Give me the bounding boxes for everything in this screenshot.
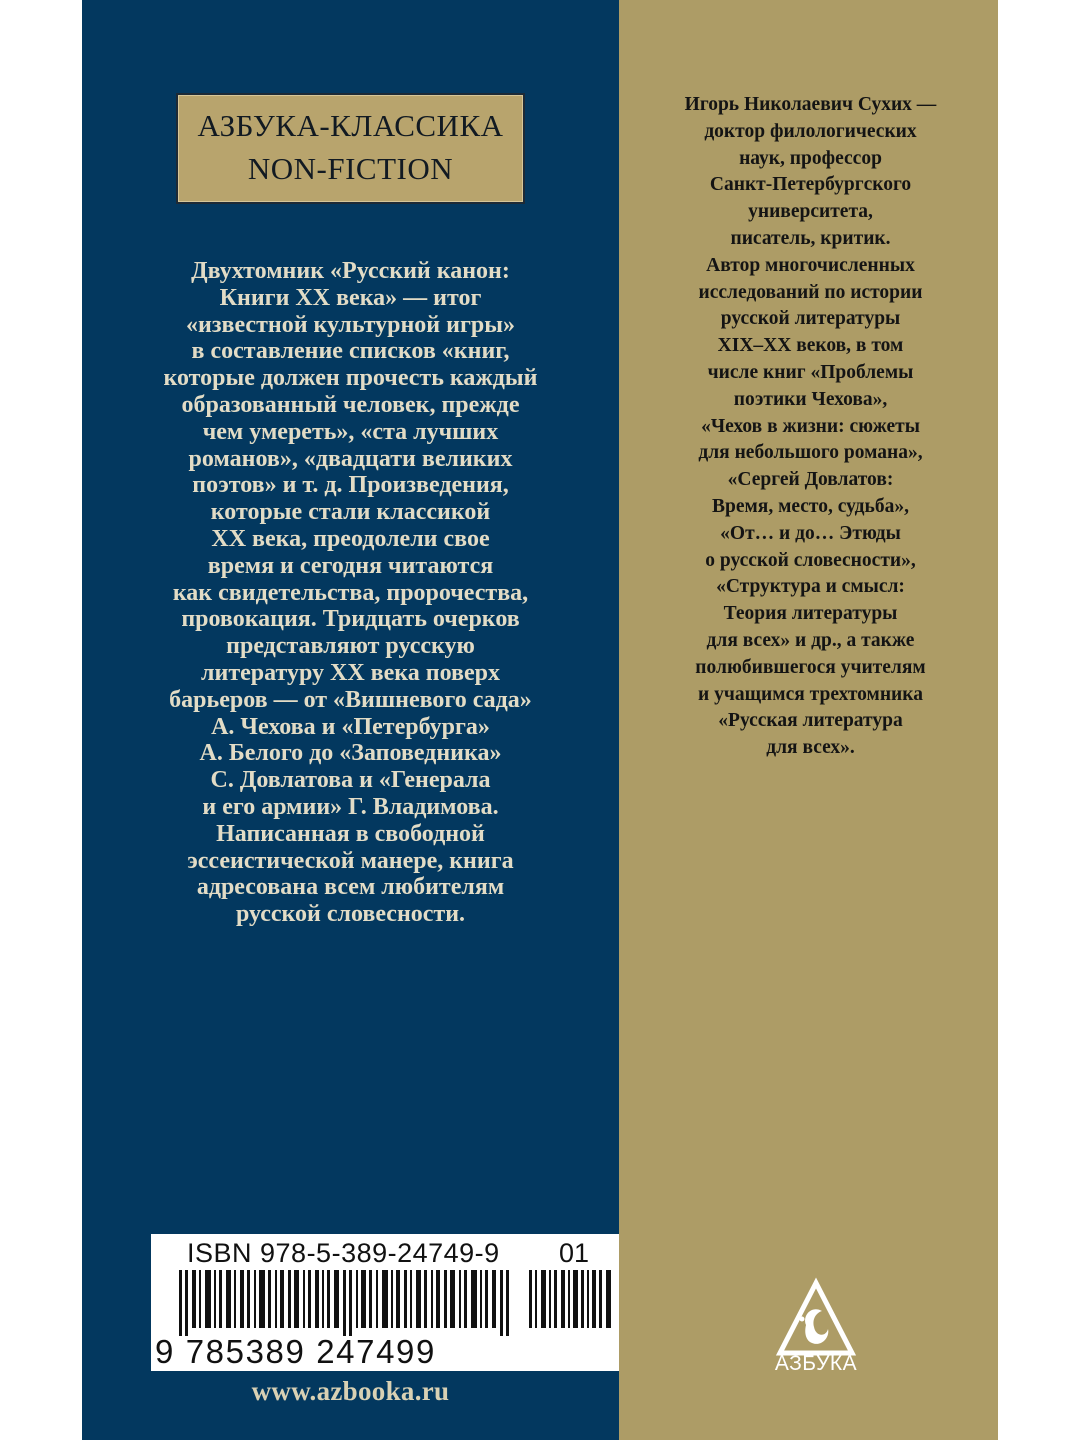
bio-line: «Русская литература xyxy=(718,710,903,732)
description-line: которые стали классикой xyxy=(210,499,491,526)
bio-line: «Структура и смысл: xyxy=(716,576,905,598)
bio-line: исследований по истории xyxy=(698,281,923,303)
ean-digits: 9 785389 247499 xyxy=(155,1333,436,1370)
description-line: поэтов» и т. д. Произведения, xyxy=(192,472,509,499)
description-line: С. Довлатова и «Генерала xyxy=(210,767,491,794)
series-label-box xyxy=(176,93,525,204)
bio-line: «Чехов в жизни: сюжеты xyxy=(701,415,920,437)
bio-line: Игорь Николаевич Сухих — xyxy=(684,94,937,115)
bio-line: о русской словесности», xyxy=(705,549,916,571)
publisher-name: АЗБУКА xyxy=(774,1352,858,1375)
bio-line: Автор многочисленных xyxy=(706,254,915,276)
bio-line: для всех» и др., а также xyxy=(706,629,915,651)
description-line: провокация. Тридцать очерков xyxy=(181,606,520,633)
description-line: время и сегодня читаются xyxy=(207,552,494,579)
bio-line: наук, профессор xyxy=(739,147,882,169)
description-line: романов», «двадцати великих xyxy=(188,445,513,472)
isbn-number: ISBN 978-5-389-24749-9 xyxy=(187,1238,500,1268)
description-line: и его армии» Г. Владимова. xyxy=(202,793,499,820)
bio-line: «Сергей Довлатов: xyxy=(727,469,894,491)
series-subtitle: NON-FICTION xyxy=(247,151,454,186)
left-blue-panel xyxy=(82,0,619,1440)
barcode-bars xyxy=(179,1270,619,1336)
bio-line: для всех». xyxy=(766,737,855,759)
bio-line: русской литературы xyxy=(720,308,901,330)
description-line: образованный человек, прежде xyxy=(181,391,520,418)
series-name: АЗБУКА-КЛАССИКА xyxy=(197,108,504,143)
description-line: А. Чехова и «Петербурга» xyxy=(211,713,490,740)
bio-line: и учащимся трехтомника xyxy=(697,683,923,705)
bio-line: Время, место, судьба», xyxy=(712,495,909,517)
bio-line: доктор филологических xyxy=(704,120,917,142)
description-line: Двухтомник «Русский канон: xyxy=(191,258,510,284)
description-line: как свидетельства, пророчества, xyxy=(172,579,529,606)
description-line: которые должен прочесть каждый xyxy=(163,365,538,392)
description-line: XX века, преодолели свое xyxy=(211,525,490,552)
book-description xyxy=(122,258,579,928)
bio-line: полюбившегося учителям xyxy=(695,656,926,678)
description-line: в составление списков «книг, xyxy=(191,338,510,365)
bio-line: для небольшого романа», xyxy=(698,442,923,464)
description-line: барьеров — от «Вишневого сада» xyxy=(169,686,532,713)
bio-line: поэтики Чехова», xyxy=(733,388,888,410)
description-line: адресована всем любителям xyxy=(196,874,505,901)
description-line: «известной культурной игры» xyxy=(186,311,515,338)
bio-line: числе книг «Проблемы xyxy=(707,361,914,383)
bio-line: XIX–XX веков, в том xyxy=(717,335,904,357)
description-line: русской словесности. xyxy=(235,901,466,928)
description-line: эссеистической манере, книга xyxy=(187,847,514,874)
description-line: чем умереть», «ста лучших xyxy=(202,418,499,445)
bio-line: университета, xyxy=(748,201,873,223)
description-line: Написанная в свободной xyxy=(216,820,485,847)
author-bio xyxy=(642,92,979,762)
bio-line: «От… и до… Этюды xyxy=(720,522,901,544)
right-gold-panel xyxy=(619,0,998,1440)
description-line: представляют русскую xyxy=(226,633,475,660)
isbn-barcode xyxy=(151,1234,631,1371)
bio-line: Санкт-Петербургского xyxy=(709,174,912,196)
book-back-cover xyxy=(82,0,998,1440)
description-line: Книги XX века» — итог xyxy=(219,284,482,311)
description-line: литературу XX века поверх xyxy=(201,659,500,686)
publisher-website: www.azbooka.ru xyxy=(251,1376,450,1406)
bio-line: писатель, критик. xyxy=(730,227,891,249)
description-line: А. Белого до «Заповедника» xyxy=(199,740,502,767)
barcode-addon: 01 xyxy=(559,1238,590,1268)
bio-line: Теория литературы xyxy=(723,603,898,625)
